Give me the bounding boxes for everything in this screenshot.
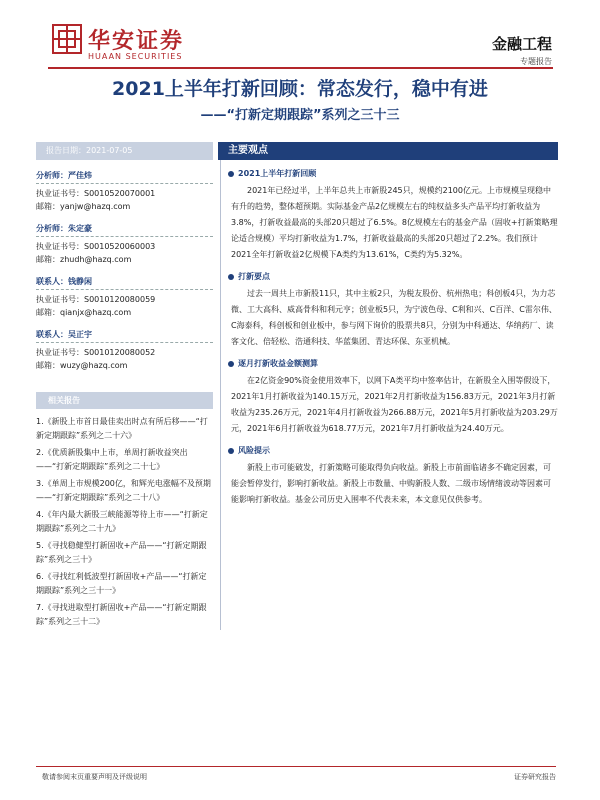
- section-risk: [218, 445, 558, 508]
- report-header: [0, 0, 600, 70]
- main-content: [218, 142, 558, 508]
- department-label: 金融工程: [491, 35, 552, 53]
- contact-email[interactable]: 邮箱：qianjx@hazq.com: [36, 308, 132, 317]
- contact-cert: 执业证书号：S0010120080052: [36, 348, 156, 357]
- company-logo: [52, 24, 185, 64]
- section-body: 在2亿资金90%资金使用效率下，以网下A类平均中签率估计，在新股全入围等假设下，2021年1月打新收益为140.15万元，2021年2月打新收益为156.83万元，2021年3月打新收益为235.26万元，2021年4月打新收益为266.88万元，2021年5月打新收益为203.29万元，2021年6月打新收益为618.77万元，2021年7月打新收益为24.40万元。: [231, 376, 558, 433]
- footer-disclaimer: 敬请参阅末页重要声明及评级说明: [42, 773, 147, 781]
- section-title: 风险提示: [238, 446, 270, 455]
- section-title: 打新要点: [238, 272, 270, 281]
- logo-mark-icon: [52, 24, 82, 54]
- analyst-cert: 执业证书号：S0010520060003: [36, 242, 156, 251]
- related-reports-list: [36, 415, 213, 628]
- contact-email[interactable]: 邮箱：wuzy@hazq.com: [36, 361, 128, 370]
- related-report-item[interactable]: 7.《寻找进取型打新固收+产品——“打新定期跟踪”系列之三十二》: [36, 603, 207, 626]
- key-points-heading: 主要观点: [218, 142, 558, 160]
- report-date: 报告日期：2021-07-05: [36, 142, 213, 160]
- bullet-icon: [228, 274, 234, 280]
- related-report-item[interactable]: 4.《年内最大新股三峡能源等待上市——“打新定期跟踪”系列之二十九》: [36, 510, 208, 533]
- related-report-item[interactable]: 5.《寻找稳健型打新固收+产品——“打新定期跟踪”系列之三十》: [36, 541, 207, 564]
- footer-label: 证券研究报告: [514, 773, 556, 781]
- bullet-icon: [228, 448, 234, 454]
- analyst-cert: 执业证书号：S0010520070001: [36, 189, 156, 198]
- logo-chinese: 华安证券: [88, 28, 185, 54]
- header-divider: [48, 67, 553, 69]
- analyst-email[interactable]: 邮箱：zhudh@hazq.com: [36, 255, 132, 264]
- logo-english: HUAAN SECURITIES: [88, 52, 183, 61]
- footer-divider: [36, 766, 556, 767]
- section-title: 2021上半年打新回顾: [238, 169, 317, 178]
- section-ipo-points: [218, 271, 558, 350]
- contact-cert: 执业证书号：S0010120080059: [36, 295, 156, 304]
- analyst-block: [36, 223, 213, 266]
- related-report-item[interactable]: 1.《新股上市首日最佳卖出时点有所后移——“打新定期跟踪”系列之二十六》: [36, 417, 208, 440]
- related-report-item[interactable]: 2.《优质新股集中上市，单周打新收益突出——“打新定期跟踪”系列之二十七》: [36, 448, 188, 471]
- analyst-block: [36, 170, 213, 213]
- related-reports-heading: 相关报告: [36, 392, 213, 409]
- contact-name: 联系人：吴正宇: [36, 329, 213, 343]
- report-title: 2021上半年打新回顾：常态发行，稳中有进: [112, 78, 488, 100]
- bullet-icon: [228, 361, 234, 367]
- analyst-email[interactable]: 邮箱：yanjw@hazq.com: [36, 202, 131, 211]
- section-body: 过去一周共上市新股11只，其中主板2只，为税友股份、杭州热电；科创板4只，为力芯微、工大高科、威高骨科和利元亨；创业板5只，为宁波色母、C利和兴、C百洋、C雷尔伟、C海泰科，科创板和创业板中，参与网下询价的股票共8只，分别为中科通达、华纳药厂、读客文化、倍轻松、浩通科技、华蓝集团、青达环保、东亚机械。: [231, 289, 557, 346]
- section-body: 新股上市可能破发，打新策略可能取得负向收益。新股上市前面临诸多不确定因素，可能会暂停发行，影响打新收益。新股上市数量、中购新股人数、二级市场情绪波动等因素可能影响打新收益。基金公司历史入围率不代表未来，本文意见仅供参考。: [231, 463, 551, 504]
- section-ipo-review: [218, 168, 558, 263]
- contact-block: [36, 329, 213, 372]
- contact-name: 联系人：钱静闲: [36, 276, 213, 290]
- report-subtitle: ——“打新定期跟踪”系列之三十三: [200, 108, 400, 123]
- related-report-item[interactable]: 6.《寻找红利低波型打新固收+产品——“打新定期跟踪”系列之三十一》: [36, 572, 207, 595]
- bullet-icon: [228, 171, 234, 177]
- related-report-item[interactable]: 3.《单周上市规模200亿，和辉光电涨幅不及预期——“打新定期跟踪”系列之二十八》: [36, 479, 211, 502]
- report-type-label: 专题报告: [520, 57, 552, 66]
- section-body: 2021年已经过半，上半年总共上市新股245只，规模约2100亿元。上市规模呈现稳中有升的趋势，整体超预期。实际基金产品2亿规模左右的纯权益多头产品平均打新收益为3.8%，打新收益最高的头部20只超过了6.5%。8亿规模左右的基金产品（固收+打新策略理论适合规模）平均打新收益为1.7%，打新收益最高的头部20只超过了2.2%。我们预计2021全年打新收益2亿规模下A类约为13.61%，C类约为5.32%。: [231, 186, 558, 259]
- analyst-name: 分析师：严佳炜: [36, 170, 213, 184]
- section-monthly-estimate: [218, 358, 558, 437]
- analyst-name: 分析师：朱定豪: [36, 223, 213, 237]
- sidebar: [36, 142, 213, 632]
- section-title: 逐月打新收益金额测算: [238, 359, 318, 368]
- contact-block: [36, 276, 213, 319]
